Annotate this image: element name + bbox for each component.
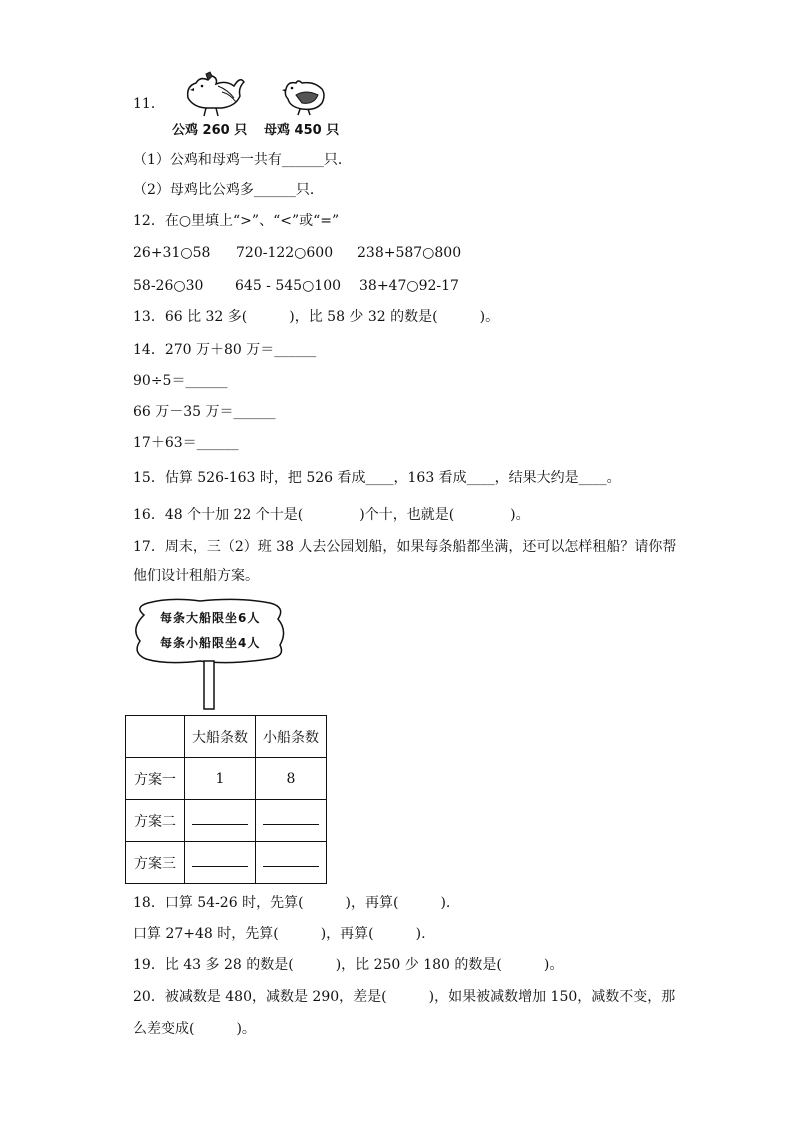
q14-line-3: 66 万－35 万＝______ <box>133 404 276 420</box>
hen-count-label: 母鸡 450 只 <box>264 123 340 138</box>
q16: 16．48 个十加 22 个十是( )个十，也就是( )。 <box>133 507 530 523</box>
rooster-icon <box>178 68 248 118</box>
table-row <box>126 758 327 800</box>
q17-line-2: 他们设计租船方案。 <box>133 568 259 584</box>
small-boat-answer-blank[interactable] <box>256 800 327 842</box>
big-boat-count: 1 <box>185 758 256 800</box>
sign-text-small-boat: 每条小船限坐4人 <box>160 636 261 650</box>
hen-icon <box>278 75 328 117</box>
row-label: 方案一 <box>126 758 185 800</box>
q11-sub2: （2）母鸡比公鸡多______只． <box>133 182 324 198</box>
small-boat-answer-blank[interactable] <box>256 842 327 884</box>
table-row <box>126 800 327 842</box>
q12-title: 12．在○里填上“>”、“<”或“=” <box>133 213 340 229</box>
big-boat-answer-blank[interactable] <box>185 800 256 842</box>
table-row <box>126 842 327 884</box>
q18-line-1: 18．口算 54-26 时，先算( )，再算( ). <box>133 895 451 911</box>
q13: 13．66 比 32 多( )，比 58 少 32 的数是( )。 <box>133 309 500 325</box>
q20-line-2: 么差变成( )。 <box>133 1021 256 1037</box>
rooster-count-label: 公鸡 260 只 <box>172 123 248 138</box>
q14-line-2: 90÷5＝______ <box>133 373 228 389</box>
boat-plan-table <box>125 715 327 884</box>
big-boat-answer-blank[interactable] <box>185 842 256 884</box>
sign-text-big-boat: 每条大船限坐6人 <box>160 611 261 625</box>
q14-line-4: 17＋63＝______ <box>133 435 239 451</box>
table-header-small-boats: 小船条数 <box>256 716 327 758</box>
row-label: 方案二 <box>126 800 185 842</box>
table-header-big-boats: 大船条数 <box>185 716 256 758</box>
q12-expr-5: 645 - 545○100 <box>235 278 342 294</box>
q12-expr-2: 720-122○600 <box>236 245 334 261</box>
q12-expr-4: 58-26○30 <box>133 278 204 294</box>
q12-expr-3: 238+587○800 <box>357 245 462 261</box>
table-header-empty <box>126 716 185 758</box>
q19: 19．比 43 多 28 的数是( )，比 250 少 180 的数是( )。 <box>133 957 564 973</box>
q18-line-2: 口算 27+48 时，先算( )，再算( ). <box>133 926 426 942</box>
row-label: 方案三 <box>126 842 185 884</box>
q14-line-1: 14．270 万＋80 万＝______ <box>133 342 317 358</box>
q11-sub1: （1）公鸡和母鸡一共有______只． <box>133 152 352 168</box>
table-header-row <box>126 716 327 758</box>
q15: 15．估算 526-163 时，把 526 看成____，163 看成____，结果大约是____。 <box>133 470 621 486</box>
q12-expr-1: 26+31○58 <box>133 245 211 261</box>
q11-number: 11． <box>133 96 165 112</box>
q12-expr-6: 38+47○92-17 <box>359 278 459 294</box>
q20-line-1: 20．被减数是 480，减数是 290，差是( )，如果被减数增加 150，减数不变，那 <box>133 989 676 1005</box>
q17-line-1: 17．周末，三（2）班 38 人去公园划船，如果每条船都坐满，还可以怎样租船？请你帮 <box>133 539 677 555</box>
small-boat-count: 8 <box>256 758 327 800</box>
